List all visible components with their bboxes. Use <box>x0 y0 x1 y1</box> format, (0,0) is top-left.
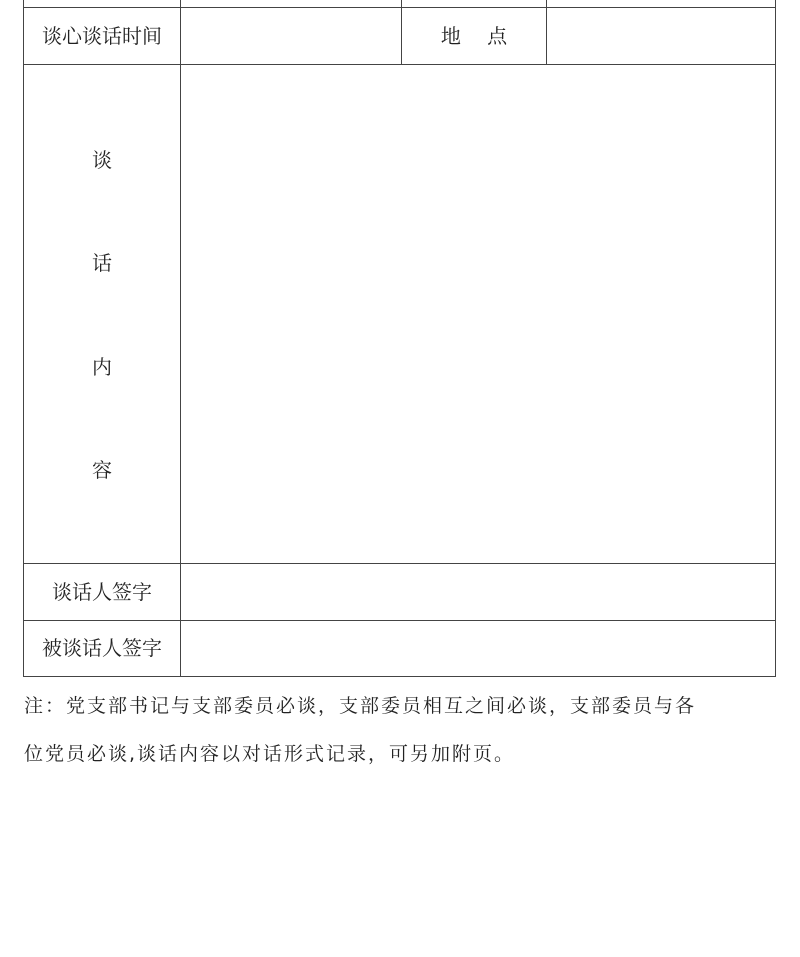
col-line <box>180 0 181 677</box>
time-field[interactable] <box>182 9 400 63</box>
content-label-char: 容 <box>92 458 112 482</box>
row-line <box>23 676 776 677</box>
col-line <box>546 0 547 65</box>
location-field[interactable] <box>548 9 774 63</box>
row-line <box>23 7 776 8</box>
location-label: 地 点 <box>440 24 508 48</box>
footnote-line-1: 注：党支部书记与支部委员必谈，支部委员相互之间必谈，支部委员与各 <box>24 695 697 717</box>
interviewee-signer-label: 被谈话人签字 <box>42 636 162 660</box>
signer-label: 谈话人签字 <box>52 580 152 604</box>
content-label-char: 谈 <box>92 148 112 172</box>
content-field[interactable] <box>182 66 774 562</box>
content-label-char: 话 <box>92 251 112 275</box>
time-label: 谈心谈话时间 <box>42 24 162 48</box>
row-line <box>23 563 776 564</box>
row-line <box>23 620 776 621</box>
signer-field[interactable] <box>182 565 774 619</box>
col-line <box>23 0 24 677</box>
row-line <box>23 64 776 65</box>
col-line <box>401 0 402 65</box>
col-line <box>775 0 776 677</box>
interviewee-signer-field[interactable] <box>182 622 774 675</box>
content-label-char: 内 <box>92 355 112 379</box>
footnote-line-2: 位党员必谈,谈话内容以对话形式记录，可另加附页。 <box>24 743 516 765</box>
